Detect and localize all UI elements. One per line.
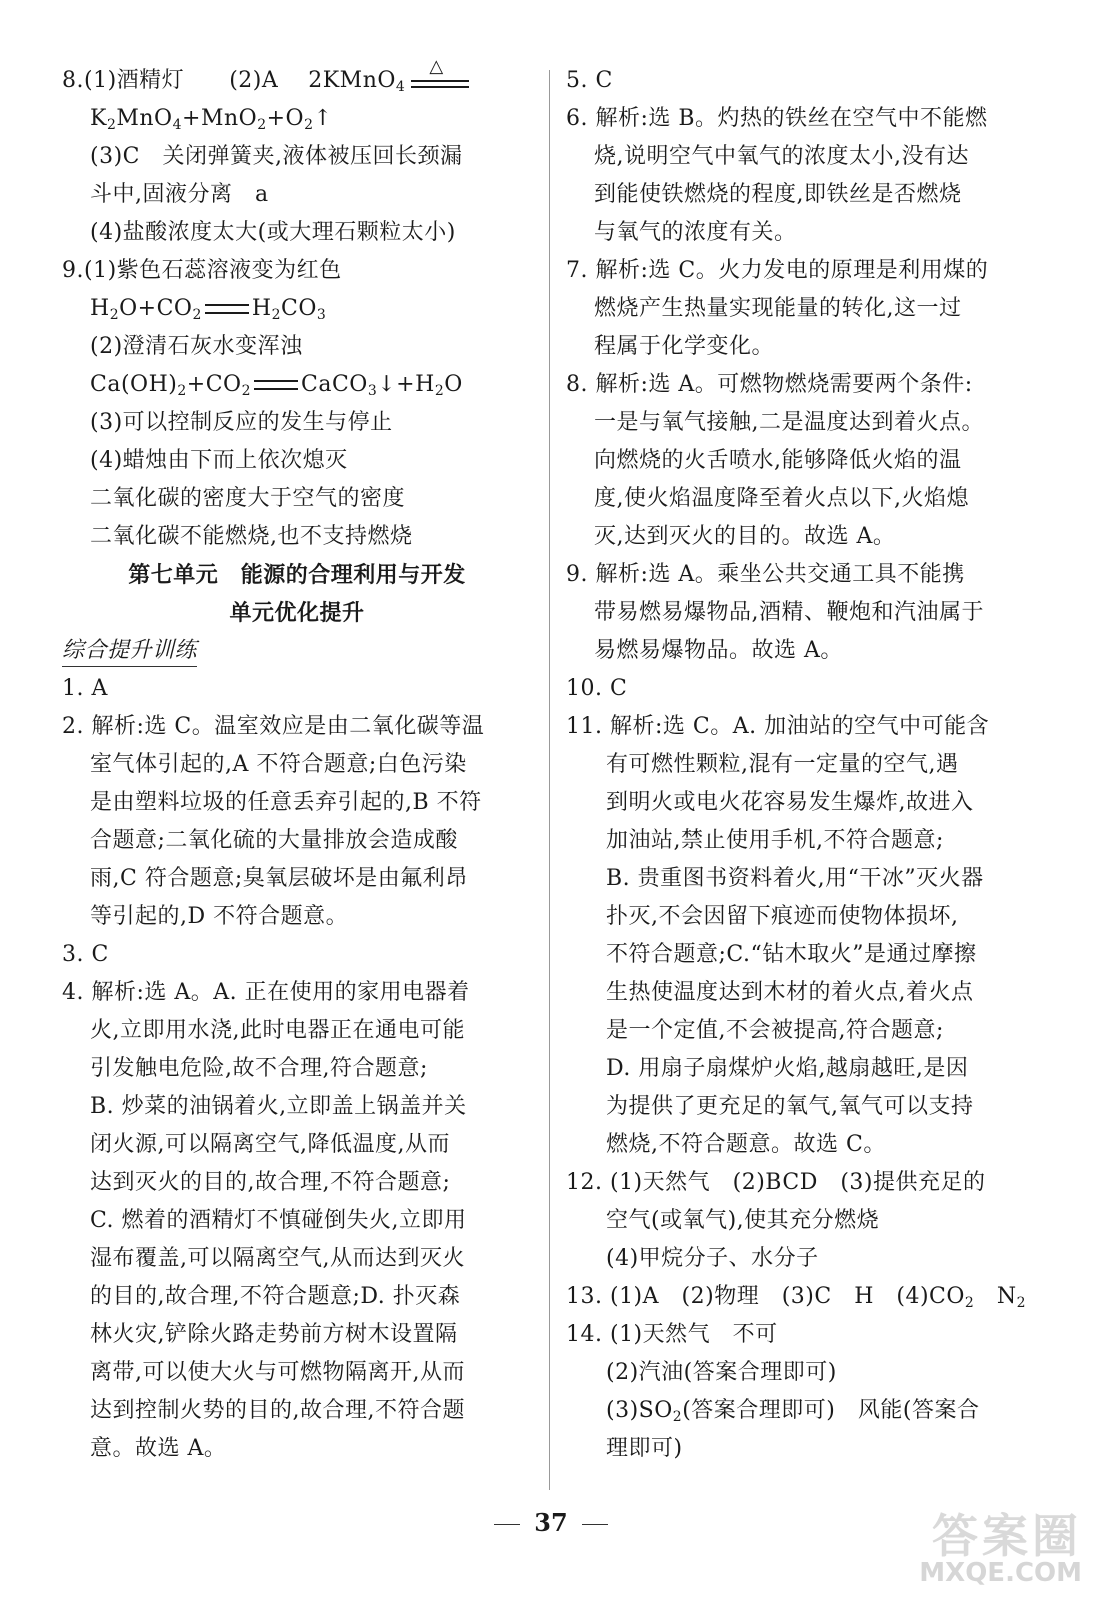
answer-8-equation-products: $K_2MnO_4+MnO_2+O_2↑$ [90,106,333,133]
unit-subtitle: 单元优化提升 [229,600,365,626]
answer-8-part-3: (3)C 关闭弹簧夹,液体被压回长颈漏 [90,144,463,169]
answer-11-line-10: D. 用扇子扇煤炉火焰,越扇越旺,是因 [606,1056,969,1081]
watermark [890,1500,1090,1596]
answer-4-line-7: C. 燃着的酒精灯不慎碰倒失火,立即用 [90,1208,467,1233]
answer-8-line-4: 度,使火焰温度降至着火点以下,火焰熄 [594,486,969,511]
answer-9-part-5: 二氧化碳的密度大于空气的密度 [90,486,406,511]
answer-11-line-4: 加油站,禁止使用手机,不符合题意; [606,828,944,853]
answer-8-part-3-cont: 斗中,固液分离 a [90,182,269,207]
answer-4-line-2: 火,立即用水浇,此时电器正在通电可能 [90,1018,465,1043]
answer-5: 5. C [566,68,613,93]
answer-11-line-8: 生热使温度达到木材的着火点,着火点 [606,980,974,1005]
answer-11-line-2: 有可燃性颗粒,混有一定量的空气,遇 [606,752,959,777]
answer-9-part-4: (4)蜡烛由下而上依次熄灭 [90,448,348,473]
answer-2-line-6: 等引起的,D 不符合题意。 [90,904,349,929]
answer-12-line-1: 12. (1)天然气 (2)BCD (3)提供充足的 [566,1170,986,1195]
answer-9-part-6: 二氧化碳不能燃烧,也不支持燃烧 [90,524,413,549]
answer-9-part-2: (2)澄清石灰水变浑浊 [90,334,303,359]
answer-8-part-4: (4)盐酸浓度太大(或大理石颗粒太小) [90,220,456,245]
answer-11-line-11: 为提供了更充足的氧气,氧气可以支持 [606,1094,974,1119]
answer-12-line-2: 空气(或氧气),使其充分燃烧 [606,1208,880,1233]
answer-11-line-5: B. 贵重图书资料着火,用“干冰”灭火器 [606,866,984,891]
answer-1: 1. A [62,676,108,701]
answer-11-line-9: 是一个定值,不会被提高,符合题意; [606,1018,944,1043]
answer-9-line-3: 易燃易爆物品。故选 A。 [594,638,843,663]
answer-7-line-1: 7. 解析:选 C。火力发电的原理是利用煤的 [566,258,989,283]
answer-6-line-3: 到能使铁燃烧的程度,即铁丝是否燃烧 [594,182,962,207]
watermark-url: MXQE.COM [919,1558,1082,1588]
section-heading: 综合提升训练 [62,632,532,670]
answer-11-line-12: 燃烧,不符合题意。故选 C。 [606,1132,886,1157]
answer-11-line-1: 11. 解析:选 C。A. 加油站的空气中可能含 [566,714,990,739]
answer-11-line-6: 扑灭,不会因留下痕迹而使物体损坏, [606,904,959,929]
answer-9-line-1: 9. 解析:选 A。乘坐公共交通工具不能携 [566,562,965,587]
answer-8-line-2: 一是与氧气接触,二是温度达到着火点。 [594,410,984,435]
answer-8-line-3: 向燃烧的火舌喷水,能够降低火焰的温 [594,448,962,473]
answer-4-line-13: 意。故选 A。 [90,1436,227,1461]
answer-4-line-4: B. 炒菜的油锅着火,立即盖上锅盖并关 [90,1094,467,1119]
answer-9-part-3: (3)可以控制反应的发生与停止 [90,410,393,435]
answer-4-line-10: 林火灾,铲除火路走势前方树木设置隔 [90,1322,458,1347]
answer-9-line-1: 9.(1)紫色石蕊溶液变为红色 [62,258,342,283]
answer-11-line-3: 到明火或电火花容易发生爆炸,故进入 [606,790,974,815]
heat-triangle-icon: △ [429,56,444,77]
answer-2-line-1: 2. 解析:选 C。温室效应是由二氧化碳等温 [62,714,485,739]
answer-9-equation-2: $Ca(OH)_2+CO_2$ $CaCO_3↓+H_2O$ [90,372,463,399]
answer-14-line-3: $(3)SO_2$(答案合理即可) 风能(答案合 [606,1398,980,1425]
right-column [566,62,1036,1468]
answer-4-line-1: 4. 解析:选 A。A. 正在使用的家用电器着 [62,980,470,1005]
answer-8-line-1: 8. 解析:选 A。可燃物燃烧需要两个条件: [566,372,973,397]
answer-11-line-7: 不符合题意;C.“钻木取火”是通过摩擦 [606,942,977,967]
answer-9-line-2: 带易燃易爆物品,酒精、鞭炮和汽油属于 [594,600,984,625]
answer-8-line-1: 8.(1)酒精灯 (2)A 2KMnO$_4$ △ [62,62,532,100]
answer-4-line-9: 的目的,故合理,不符合题意;D. 扑灭森 [90,1284,461,1309]
answer-6-line-2: 烧,说明空气中氧气的浓度太小,没有达 [594,144,969,169]
answer-9-equation-1: $H_2O+CO_2$ $H_2CO_3$ [90,296,327,323]
answer-7-line-2: 燃烧产生热量实现能量的转化,这一过 [594,296,962,321]
answer-13: 13. (1)A (2)物理 (3)C H $(4)CO_2$ $N_2$ [566,1284,1027,1311]
answer-4-line-3: 引发触电危险,故不合理,符合题意; [90,1056,428,1081]
left-column [62,56,532,1468]
answer-4-line-12: 达到控制火势的目的,故合理,不符合题 [90,1398,465,1423]
answer-6-line-4: 与氧气的浓度有关。 [594,220,797,245]
answer-2-line-3: 是由塑料垃圾的任意丢弃引起的,B 不符 [90,790,482,815]
unit-title: 第七单元 能源的合理利用与开发 [128,562,466,588]
answer-14-line-2: (2)汽油(答案合理即可) [606,1360,837,1385]
answer-6-line-1: 6. 解析:选 B。灼热的铁丝在空气中不能燃 [566,106,988,131]
answer-12-line-3: (4)甲烷分子、水分子 [606,1246,819,1271]
answer-4-line-6: 达到灭火的目的,故合理,不符合题意; [90,1170,451,1195]
column-divider [549,70,550,1490]
heating-equals-sign [411,56,469,92]
answer-7-line-3: 程属于化学变化。 [594,334,775,359]
answer-4-line-11: 离带,可以使大火与可燃物隔离开,从而 [90,1360,465,1385]
answer-14-line-4: 理即可) [606,1436,683,1461]
watermark-logo-text: 答案圈 [932,1509,1082,1563]
answer-14-line-1: 14. (1)天然气 不可 [566,1322,778,1347]
answer-2-line-4: 合题意;二氧化硫的大量排放会造成酸 [90,828,458,853]
answer-2-line-5: 雨,C 符合题意;臭氧层破坏是由氟利昂 [90,866,468,891]
answer-4-line-5: 闭火源,可以隔离空气,降低温度,从而 [90,1132,450,1157]
answer-8-line-5: 灭,达到灭火的目的。故选 A。 [594,524,896,549]
equals-sign [205,304,249,314]
answer-3: 3. C [62,942,109,967]
page-number: 37 [0,1508,1102,1537]
answer-10: 10. C [566,676,628,701]
equals-sign [254,380,298,390]
answer-4-line-8: 湿布覆盖,可以隔离空气,从而达到灭火 [90,1246,465,1271]
answer-2-line-2: 室气体引起的,A 不符合题意;白色污染 [90,752,467,777]
